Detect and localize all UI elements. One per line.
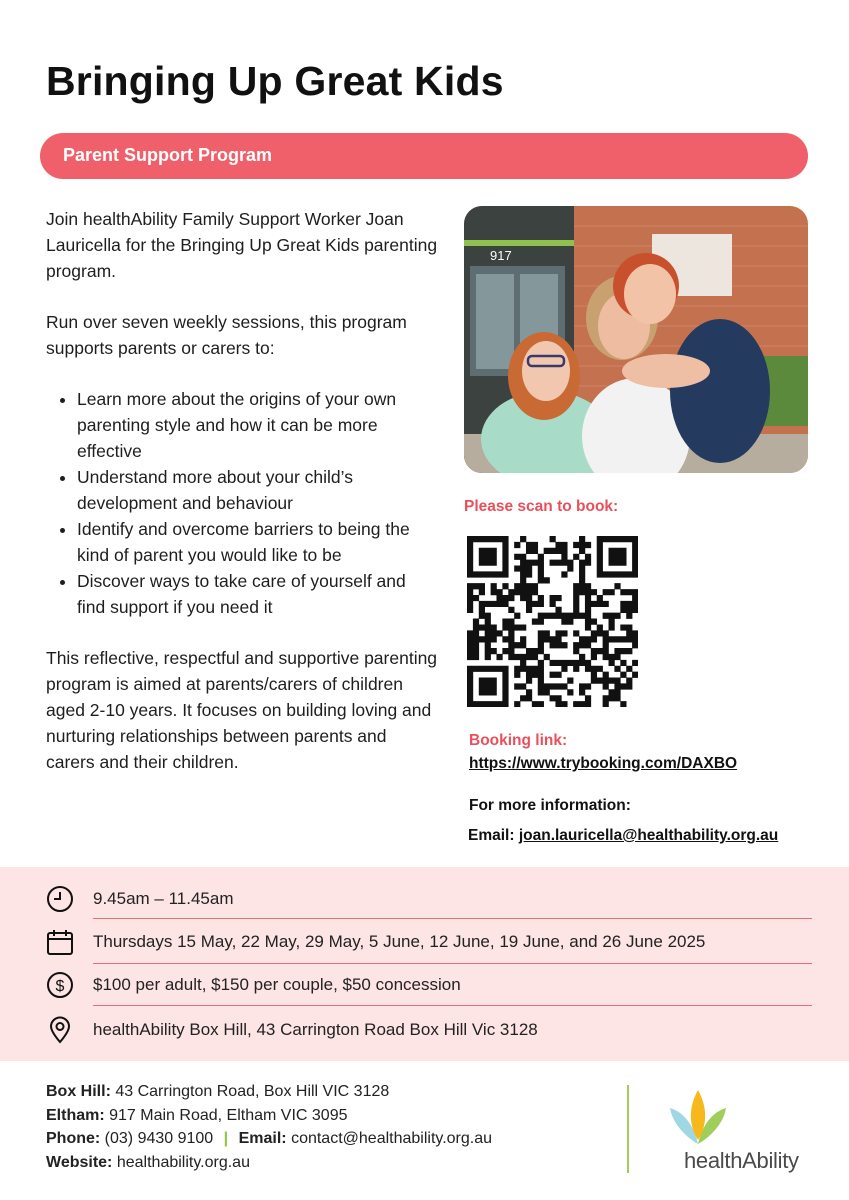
footer-email-label: Email: [238,1130,287,1147]
contact-email-link[interactable]: joan.lauricella@healthability.org.au [518,827,779,844]
svg-text:$: $ [55,978,65,995]
list-item: • Learn more about the origins of your own parenting style and how it can be more effective [77,386,438,464]
program-description [46,206,438,775]
program-cost: $100 per adult, $150 per couple, $50 concession [93,975,461,994]
banner-label: Parent Support Program [63,145,273,165]
building-number: 917 [490,248,512,263]
footer-separator: | [223,1130,229,1147]
email-label: Email: [468,827,515,844]
footer-email[interactable]: contact@healthability.org.au [291,1130,493,1147]
page-title: Bringing Up Great Kids [46,58,504,104]
program-banner [40,133,808,179]
list-item: • Understand more about your child’s development and behaviour [77,464,438,516]
footer-website [46,1151,492,1175]
booking-link-label: Booking link: [469,732,568,749]
footer-website-link[interactable]: healthability.org.au [116,1153,250,1171]
healthability-logo-text: healthAbility [684,1148,799,1173]
footer-boxhill-label: Box Hill: [46,1083,111,1100]
footer-phone-email [46,1127,492,1151]
list-item: • Identify and overcome barriers to being the kind of parent you would like to be [77,516,438,568]
session-time: 9.45am – 11.45am [93,889,234,908]
footer-eltham-address: 917 Main Road, Eltham VIC 3095 [109,1106,348,1124]
divider [93,1005,812,1006]
more-info-label: For more information: [469,797,631,814]
time-row [0,879,849,921]
program-location: healthAbility Box Hill, 43 Carrington Road Box Hill Vic 3128 [93,1020,538,1039]
family-photo [464,206,808,473]
intro-paragraph: Join healthAbility Family Support Worker Joan Lauricella for the Bringing Up Great Kids parenting program. [46,209,438,281]
dollar-icon [46,971,74,999]
footer-contact [46,1080,492,1174]
scan-label: Please scan to book: [464,498,619,515]
healthability-logo-icon [668,1086,728,1146]
qr-modules [467,536,638,707]
closing-paragraph: This reflective, respectful and supportive parenting program is aimed at parents/carers of children aged 2-10 years. It focuses on building loving and nurturing relationships between parents and carers and their children. [46,648,438,772]
footer-divider [627,1085,629,1173]
list-item: • Discover ways to take care of yourself and find support if you need it [77,568,438,620]
sessions-paragraph: Run over seven weekly sessions, this program supports parents or carers to: [46,312,407,358]
footer-phone-label: Phone: [46,1130,101,1147]
footer-eltham [46,1104,492,1128]
contact-email-line [468,827,778,845]
footer-phone[interactable]: (03) 9430 9100 [104,1130,214,1147]
calendar-icon [46,928,74,956]
location-pin-icon [46,1016,74,1044]
cost-row [0,965,849,1007]
session-dates: Thursdays 15 May, 22 May, 29 May, 5 June, 12 June, 19 June, and 26 June 2025 [93,932,706,951]
footer-eltham-label: Eltham: [46,1106,105,1124]
booking-link[interactable]: https://www.trybooking.com/DAXBO [469,755,738,772]
divider [93,963,812,964]
footer-website-label: Website: [46,1153,113,1171]
location-row [0,1010,849,1052]
booking-qr-code[interactable] [467,536,638,707]
program-details [0,867,849,1061]
footer-boxhill [46,1080,492,1104]
benefits-list [46,386,438,620]
dates-row [0,922,849,964]
clock-icon [46,885,74,913]
divider [93,918,812,919]
footer-boxhill-address: 43 Carrington Road, Box Hill VIC 3128 [115,1083,390,1100]
